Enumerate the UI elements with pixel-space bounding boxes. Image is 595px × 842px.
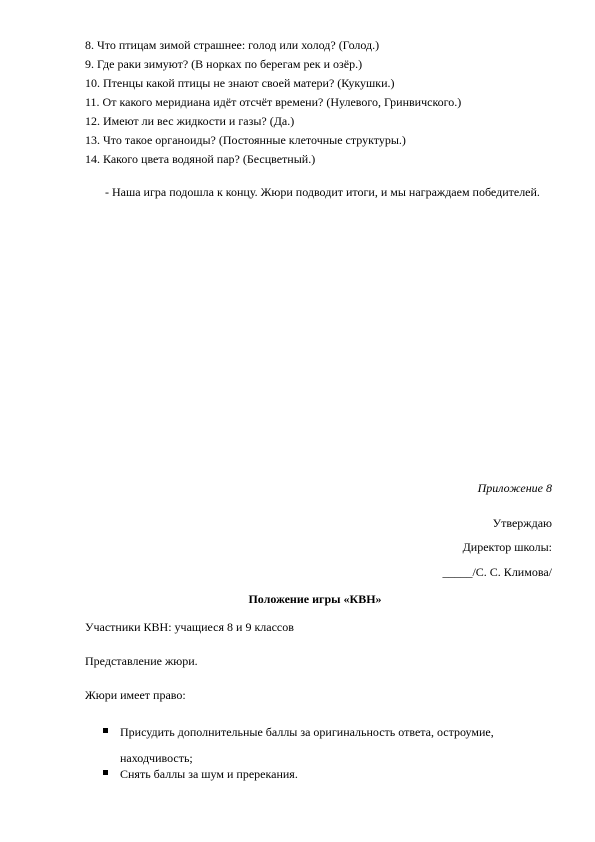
question-item: 9. Где раки зимуют? (В норках по берегам рек и озёр.) — [85, 57, 363, 71]
question-item: 8. Что птицам зимой страшнее: голод или холод? (Голод.) — [85, 38, 380, 52]
question-item: 13. Что такое органоиды? (Постоянные клеточные структуры.) — [85, 133, 406, 147]
rules-title: Положение игры «КВН» — [248, 592, 382, 606]
list-item-text: Присудить дополнительные баллы за оригинальность ответа, остроумие, находчивость; — [120, 725, 494, 765]
jury-rights-heading: Жюри имеет право: — [85, 688, 186, 702]
question-item: 12. Имеют ли вес жидкости и газы? (Да.) — [85, 114, 295, 128]
question-item: 11. От какого меридиана идёт отсчёт времени? (Нулевого, Гринвичского.) — [85, 95, 462, 109]
bullet-icon — [103, 770, 108, 775]
question-item: 10. Птенцы какой птицы не знают своей матери? (Кукушки.) — [85, 76, 395, 90]
question-item: 14. Какого цвета водяной пар? (Бесцветный.) — [85, 152, 316, 166]
appendix-label: Приложение 8 — [477, 481, 552, 495]
approval-approve: Утверждаю — [492, 516, 552, 530]
jury-intro: Представление жюри. — [85, 654, 198, 668]
participants-line: Участники КВН: учащиеся 8 и 9 классов — [85, 620, 294, 634]
approval-director: Директор школы: — [462, 540, 552, 554]
list-item-text: Снять баллы за шум и пререкания. — [120, 767, 298, 781]
closing-paragraph: - Наша игра подошла к концу. Жюри подводит итоги, и мы награждаем победителей. — [105, 185, 540, 199]
bullet-icon — [103, 728, 108, 733]
list-item — [85, 761, 555, 787]
approval-signature: _____/С. С. Климова/ — [442, 565, 552, 579]
